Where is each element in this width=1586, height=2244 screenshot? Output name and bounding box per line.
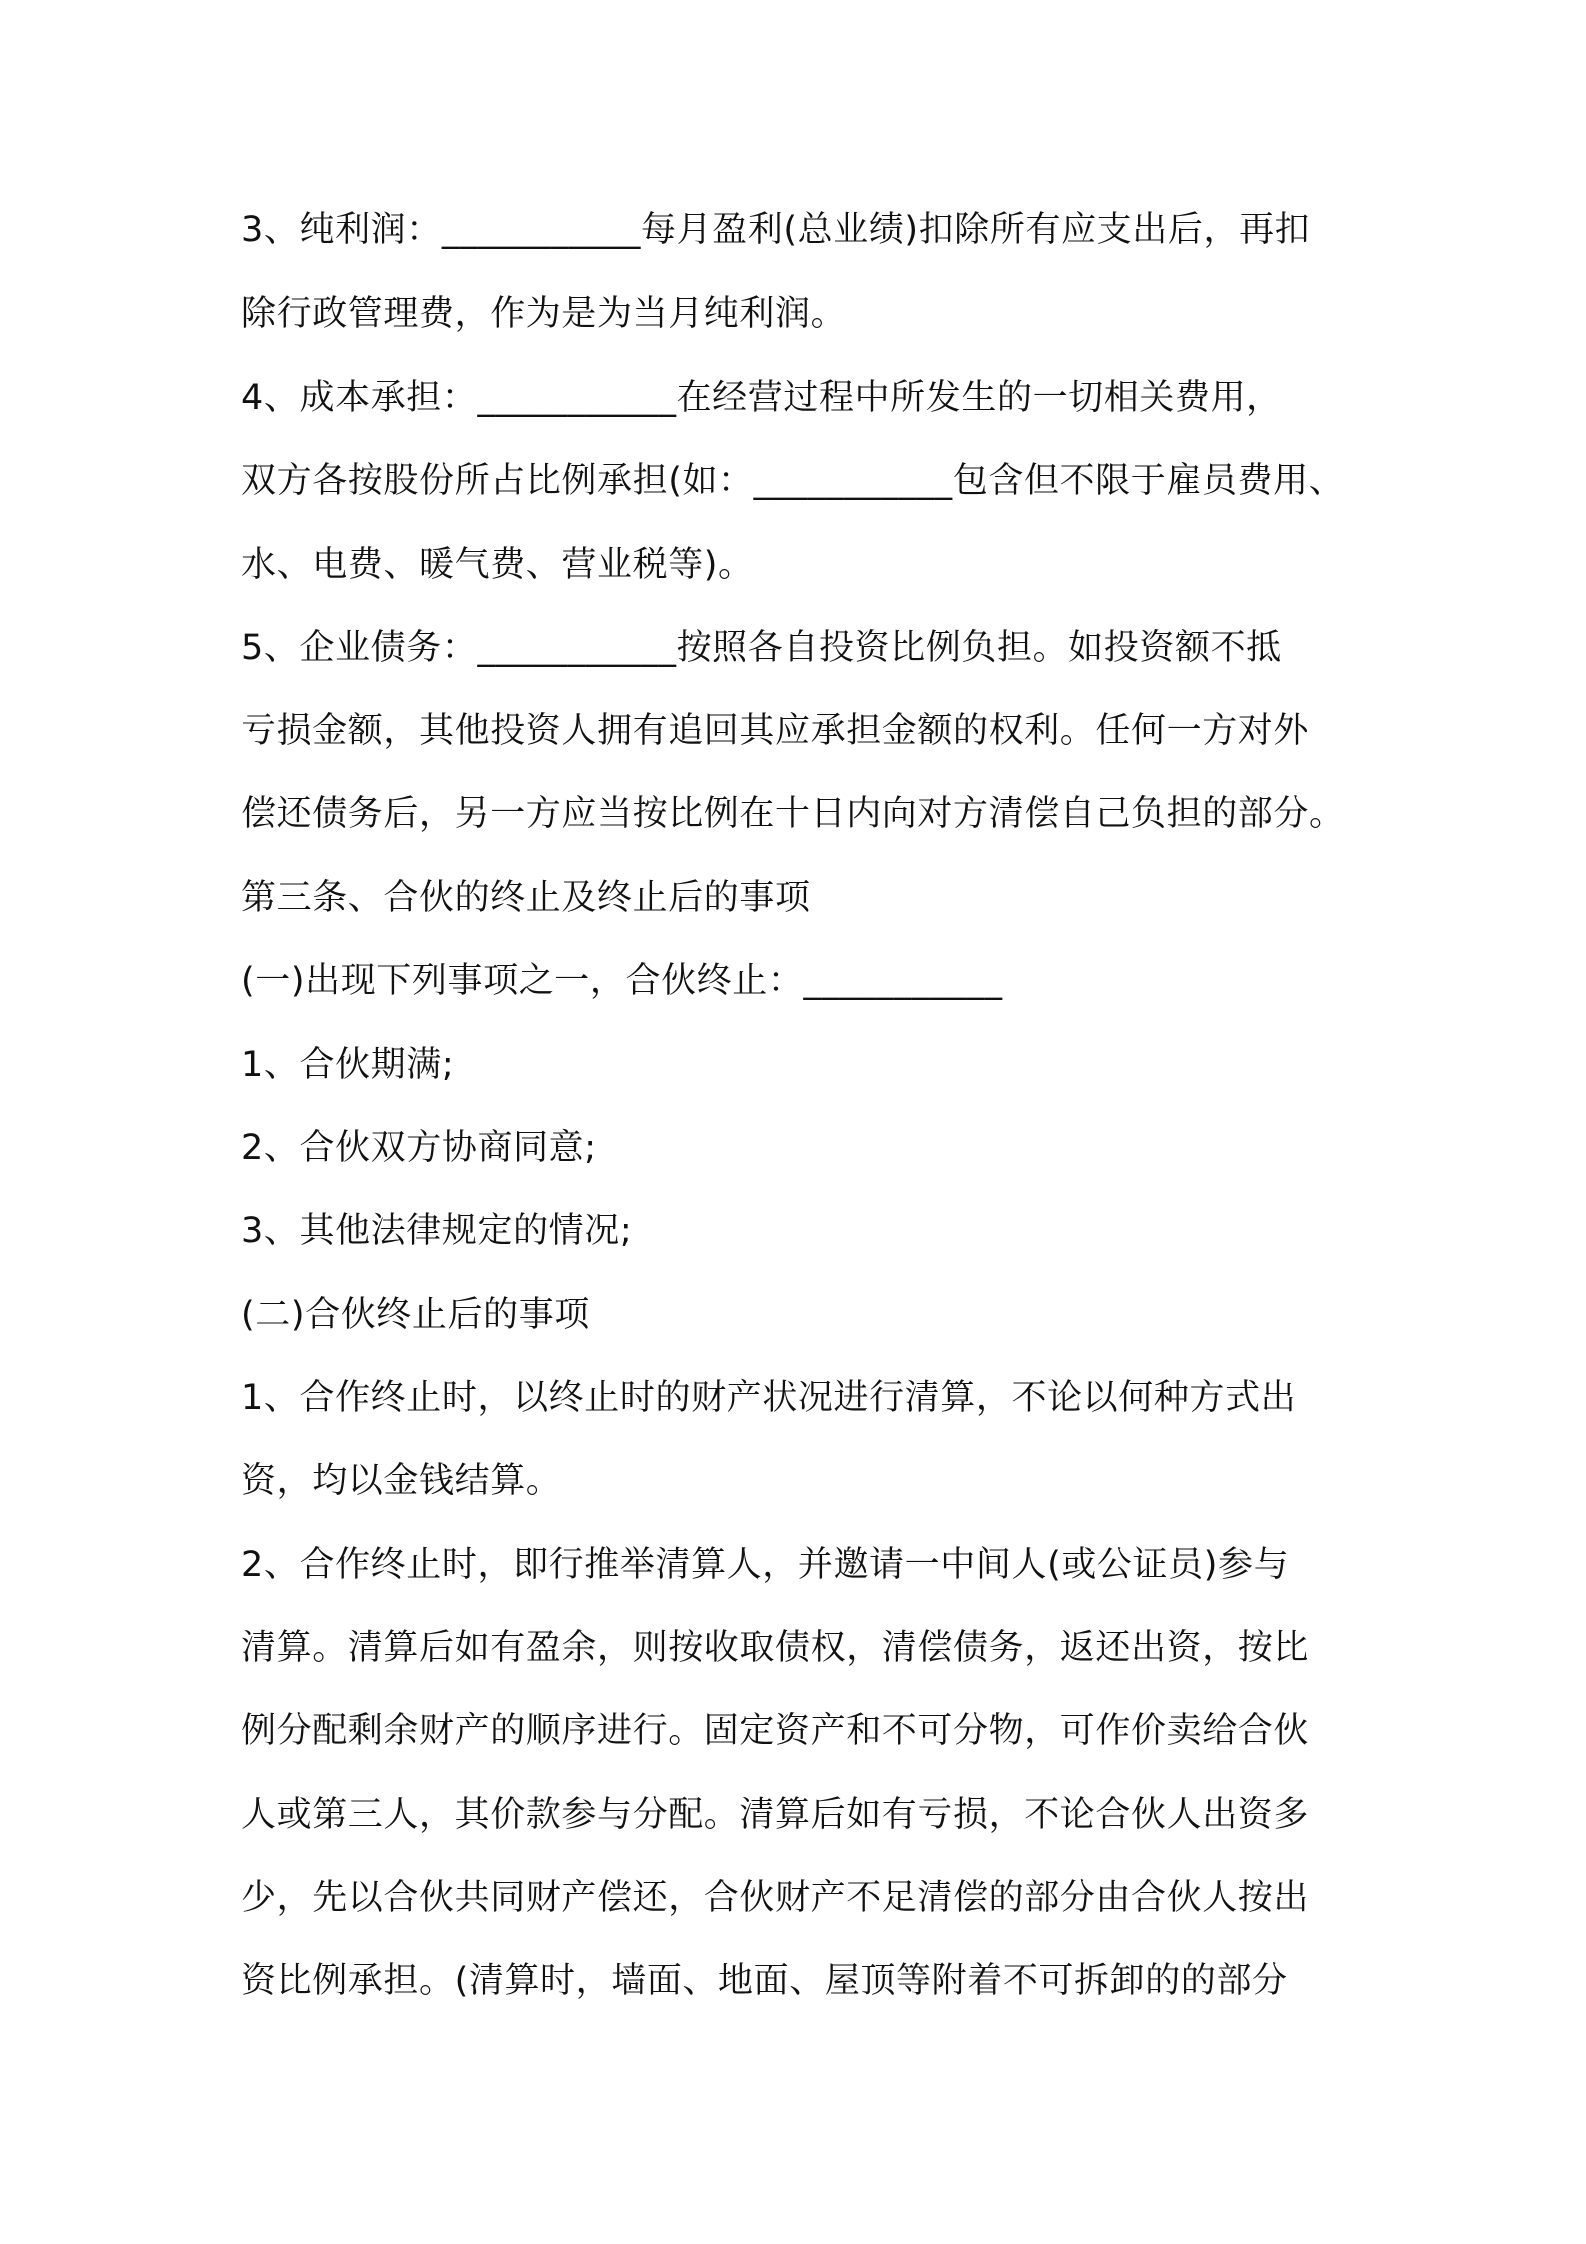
text-line: 2、合作终止时，即行推举清算人，并邀请一中间人(或公证员)参与 [241, 1545, 1290, 1585]
text-line: 水、电费、暖气费、营业税等)。 [241, 545, 754, 585]
text-line: 3、纯利润：___________每月盈利(总业绩)扣除所有应支出后，再扣 [241, 210, 1311, 250]
list-item: 1、合伙期满; [241, 1045, 455, 1085]
text-line: 少，先以合伙共同财产偿还，合伙财产不足清偿的部分由合伙人按出 [241, 1878, 1310, 1918]
section-heading: 第三条、合伙的终止及终止后的事项 [241, 878, 811, 918]
text-line: 除行政管理费，作为是为当月纯利润。 [241, 294, 847, 334]
text-line: 例分配剩余财产的顺序进行。固定资产和不可分物，可作价卖给合伙 [241, 1711, 1310, 1751]
text-line: (一)出现下列事项之一，合伙终止：___________ [241, 961, 1003, 1001]
text-line: 4、成本承担：___________在经营过程中所发生的一切相关费用， [241, 378, 1282, 418]
text-line: 偿还债务后，另一方应当按比例在十日内向对方清偿自己负担的部分。 [241, 794, 1345, 834]
text-line: 清算。清算后如有盈余，则按收取债权，清偿债务，返还出资，按比 [241, 1628, 1310, 1668]
text-line: 5、企业债务：___________按照各自投资比例负担。如投资额不抵 [241, 628, 1282, 668]
text-line: 人或第三人，其价款参与分配。清算后如有亏损，不论合伙人出资多 [241, 1795, 1310, 1835]
text-line: 1、合作终止时，以终止时的财产状况进行清算，不论以何种方式出 [241, 1378, 1297, 1418]
subsection-heading: (二)合伙终止后的事项 [241, 1295, 590, 1335]
text-line: 资比例承担。(清算时，墙面、地面、屋顶等附着不可拆卸的的部分 [241, 1961, 1288, 2001]
text-line: 资，均以金钱结算。 [241, 1461, 562, 1501]
text-line: 双方各按股份所占比例承担(如：___________包含但不限于雇员费用、 [241, 461, 1345, 501]
list-item: 3、其他法律规定的情况; [241, 1211, 633, 1251]
text-line: 亏损金额，其他投资人拥有追回其应承担金额的权利。任何一方对外 [241, 711, 1310, 751]
list-item: 2、合伙双方协商同意; [241, 1128, 597, 1168]
